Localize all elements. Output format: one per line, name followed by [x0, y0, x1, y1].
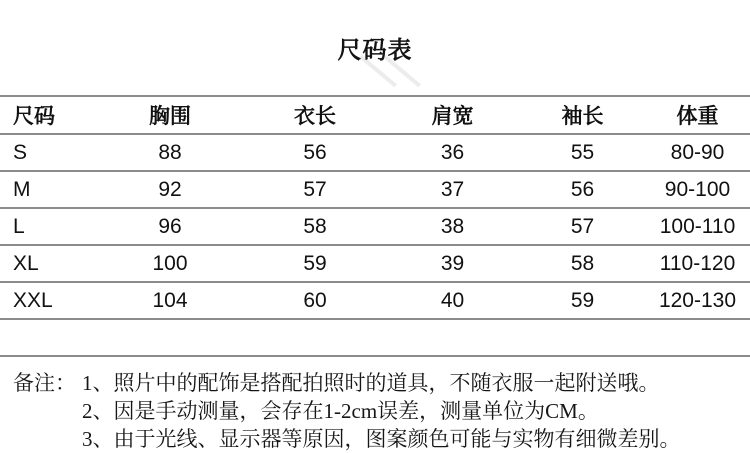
- header-cell-weight: 体重: [676, 105, 719, 128]
- table-row-xxl: [0, 282, 750, 319]
- cell-weight: 90-100: [664, 177, 731, 201]
- page-title: 尺码表: [337, 37, 413, 64]
- cell-size: M: [13, 177, 31, 201]
- remark-item-2: 2、因是手动测量，会存在1-2cm误差，测量单位为CM。: [82, 399, 599, 423]
- remarks-section: [0, 357, 750, 453]
- cell-weight: 120-130: [658, 288, 737, 312]
- header-cell-bust: 胸围: [149, 105, 191, 128]
- cell-size: XL: [13, 251, 39, 275]
- header-cell-shoulder: 肩宽: [431, 105, 474, 128]
- remarks-label: 备注：: [13, 371, 76, 395]
- cell-length: 58: [303, 214, 327, 238]
- header-cell-size: 尺码: [13, 105, 55, 128]
- cell-weight: 100-110: [659, 214, 736, 238]
- cell-bust: 88: [158, 140, 182, 164]
- remark-item-3: 3、由于光线、显示器等原因，图案颜色可能与实物有细微差别。: [82, 427, 681, 451]
- cell-sleeve: 57: [570, 214, 595, 238]
- empty-cell: [0, 319, 750, 356]
- table-row-l: [0, 208, 750, 245]
- cell-weight: 80-90: [670, 140, 725, 164]
- cell-length: 56: [303, 140, 327, 164]
- remarks-list: [82, 369, 750, 453]
- cell-shoulder: 38: [440, 214, 465, 238]
- header-cell-sleeve: 袖长: [561, 105, 604, 128]
- header-cell-length: 衣长: [294, 105, 336, 128]
- cell-sleeve: 58: [570, 251, 595, 275]
- cell-size: XXL: [13, 288, 53, 312]
- cell-weight: 110-120: [659, 251, 736, 275]
- cell-length: 57: [303, 177, 327, 201]
- table-row-xl: [0, 245, 750, 282]
- cell-bust: 92: [158, 177, 182, 201]
- cell-bust: 100: [152, 251, 188, 275]
- cell-shoulder: 36: [440, 140, 465, 164]
- size-chart-table: [0, 95, 750, 357]
- cell-sleeve: 55: [570, 140, 595, 164]
- cell-bust: 96: [158, 214, 182, 238]
- cell-length: 60: [303, 288, 327, 312]
- cell-sleeve: 59: [570, 288, 595, 312]
- cell-bust: 104: [152, 288, 188, 312]
- table-row-m: [0, 171, 750, 208]
- cell-shoulder: 39: [440, 251, 465, 275]
- cell-sleeve: 56: [570, 177, 595, 201]
- table-row-s: [0, 134, 750, 171]
- table-empty-row: [0, 319, 750, 356]
- cell-shoulder: 37: [440, 177, 465, 201]
- table-header-row: [0, 96, 750, 134]
- remark-item-1: 1、照片中的配饰是搭配拍照时的道具，不随衣服一起附送哦。: [82, 371, 660, 395]
- cell-size: S: [13, 140, 28, 164]
- cell-length: 59: [303, 251, 327, 275]
- cell-size: L: [13, 214, 25, 238]
- cell-shoulder: 40: [440, 288, 465, 312]
